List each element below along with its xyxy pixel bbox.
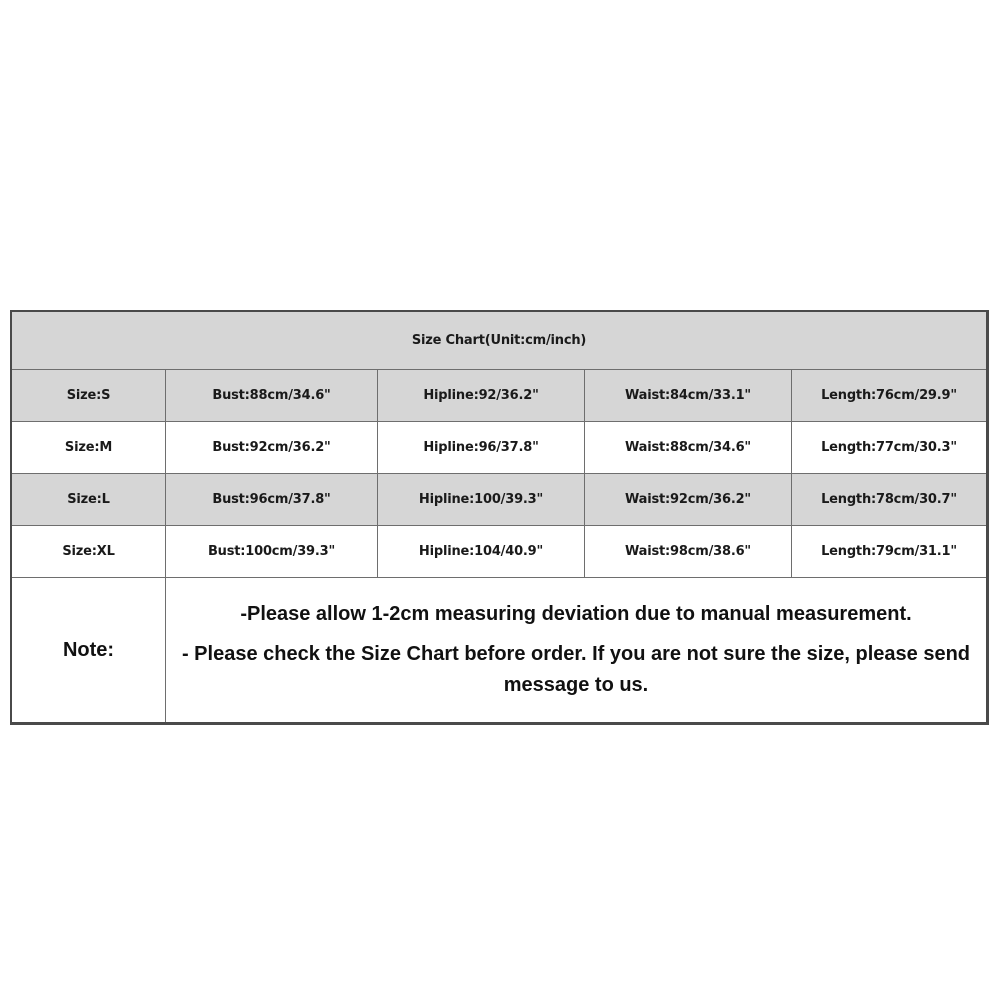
waist-cell: Waist:92cm/36.2" — [585, 474, 792, 525]
hipline-cell: Hipline:100/39.3" — [378, 474, 585, 525]
hipline-cell: Hipline:104/40.9" — [378, 526, 585, 577]
size-chart-title-row — [12, 312, 986, 370]
size-cell: Size:L — [12, 474, 166, 525]
waist-cell: Waist:84cm/33.1" — [585, 370, 792, 421]
table-row — [12, 370, 986, 422]
waist-cell: Waist:98cm/38.6" — [585, 526, 792, 577]
note-measurement-deviation: -Please allow 1-2cm measuring deviation due to manual measurement. — [240, 603, 912, 625]
bust-cell: Bust:92cm/36.2" — [166, 422, 378, 473]
table-row — [12, 474, 986, 526]
bust-cell: Bust:96cm/37.8" — [166, 474, 378, 525]
size-cell: Size:S — [12, 370, 166, 421]
note-label: Note: — [12, 578, 166, 722]
hipline-cell: Hipline:92/36.2" — [378, 370, 585, 421]
length-cell: Length:77cm/30.3" — [821, 440, 957, 455]
note-check-size-chart: - Please check the Size Chart before order. If you are not sure the size, please send message to us. — [181, 643, 971, 696]
length-cell: Length:78cm/30.7" — [821, 492, 957, 507]
table-row — [12, 422, 986, 474]
table-row — [12, 526, 986, 578]
length-cell: Length:79cm/31.1" — [821, 544, 957, 559]
hipline-cell: Hipline:96/37.8" — [378, 422, 585, 473]
size-cell: Size:M — [12, 422, 166, 473]
bust-cell: Bust:100cm/39.3" — [166, 526, 378, 577]
bust-cell: Bust:88cm/34.6" — [166, 370, 378, 421]
note-body — [166, 578, 986, 722]
size-chart-title: Size Chart(Unit:cm/inch) — [411, 333, 587, 348]
waist-cell: Waist:88cm/34.6" — [585, 422, 792, 473]
size-chart-table — [10, 310, 989, 725]
length-cell: Length:76cm/29.9" — [821, 388, 957, 403]
size-cell: Size:XL — [12, 526, 166, 577]
note-row — [12, 578, 986, 722]
